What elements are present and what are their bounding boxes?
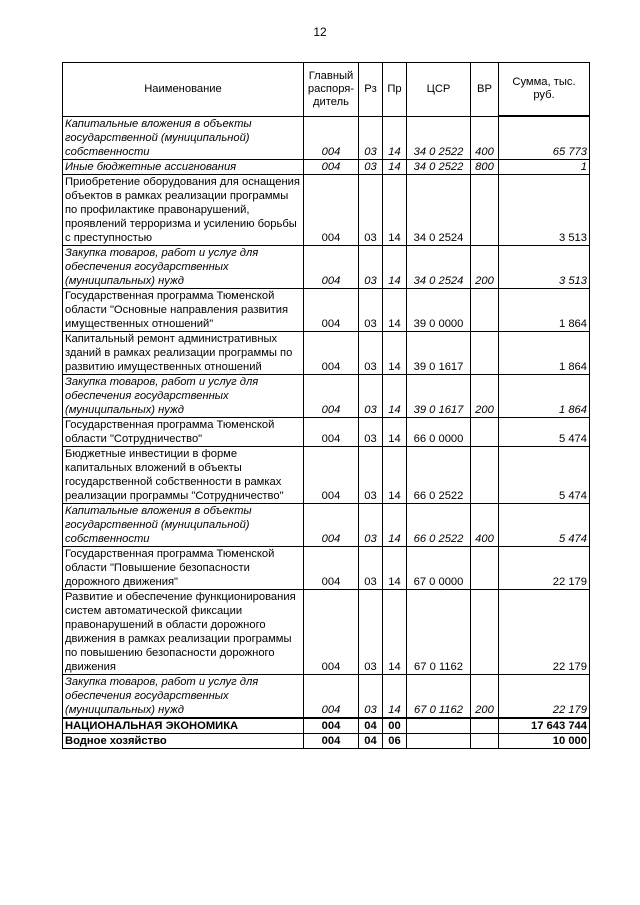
cell-sum: 1 864 [499, 288, 590, 331]
cell-csr: 39 0 0000 [407, 288, 471, 331]
cell-admin: 004 [304, 331, 359, 374]
header-admin: Главный распоря-дитель [304, 63, 359, 117]
cell-sum: 1 864 [499, 331, 590, 374]
cell-sum: 22 179 [499, 589, 590, 674]
cell-admin: 004 [304, 733, 359, 748]
cell-name: Приобретение оборудования для оснащения объектов в рамках реализации программы по профилактике правонарушений, проявлений терроризма и усилению борьбы с преступностью [63, 174, 304, 245]
cell-rz: 03 [359, 174, 383, 245]
table-row [63, 374, 590, 417]
cell-sum: 22 179 [499, 546, 590, 589]
cell-admin: 004 [304, 174, 359, 245]
cell-rz: 04 [359, 718, 383, 734]
table-row [63, 174, 590, 245]
cell-rz: 04 [359, 733, 383, 748]
cell-name: Закупка товаров, работ и услуг для обеспечения государственных (муниципальных) нужд [63, 245, 304, 288]
cell-admin: 004 [304, 159, 359, 174]
table-row [63, 733, 590, 748]
header-rz: Рз [359, 63, 383, 117]
cell-rz: 03 [359, 446, 383, 503]
cell-name: Бюджетные инвестиции в форме капитальных вложений в объекты государственной собственности в рамках реализации программы "Сотрудничество" [63, 446, 304, 503]
cell-rz: 03 [359, 546, 383, 589]
cell-sum: 22 179 [499, 674, 590, 718]
cell-csr: 34 0 2522 [407, 159, 471, 174]
cell-rz: 03 [359, 374, 383, 417]
cell-csr: 39 0 1617 [407, 374, 471, 417]
cell-name: Водное хозяйство [63, 733, 304, 748]
table-row [63, 446, 590, 503]
cell-pr: 14 [383, 417, 407, 446]
table-row [63, 288, 590, 331]
cell-name: Иные бюджетные ассигнования [63, 159, 304, 174]
table-row [63, 546, 590, 589]
cell-pr: 14 [383, 331, 407, 374]
cell-vr [471, 446, 499, 503]
cell-pr: 14 [383, 589, 407, 674]
cell-pr: 00 [383, 718, 407, 734]
header-sum: Сумма, тыс. руб. [499, 63, 590, 117]
cell-csr: 66 0 2522 [407, 446, 471, 503]
cell-name: Капитальный ремонт административных зданий в рамках реализации программы по развитию имущественных отношений [63, 331, 304, 374]
table-row [63, 159, 590, 174]
cell-sum: 5 474 [499, 417, 590, 446]
cell-vr: 200 [471, 374, 499, 417]
cell-vr: 400 [471, 503, 499, 546]
cell-name: Капитальные вложения в объекты государственной (муниципальной) собственности [63, 116, 304, 159]
cell-pr: 14 [383, 674, 407, 718]
cell-rz: 03 [359, 116, 383, 159]
cell-csr: 66 0 2522 [407, 503, 471, 546]
table-row [63, 674, 590, 718]
cell-vr [471, 718, 499, 734]
table-row [63, 331, 590, 374]
header-name: Наименование [63, 63, 304, 117]
cell-vr [471, 589, 499, 674]
cell-sum: 1 [499, 159, 590, 174]
cell-admin: 004 [304, 546, 359, 589]
cell-csr: 67 0 1162 [407, 589, 471, 674]
cell-rz: 03 [359, 245, 383, 288]
cell-admin: 004 [304, 446, 359, 503]
cell-rz: 03 [359, 503, 383, 546]
cell-csr: 66 0 0000 [407, 417, 471, 446]
cell-sum: 3 513 [499, 174, 590, 245]
cell-pr: 14 [383, 374, 407, 417]
table-row [63, 503, 590, 546]
cell-vr [471, 331, 499, 374]
cell-sum: 5 474 [499, 503, 590, 546]
cell-admin: 004 [304, 417, 359, 446]
cell-pr: 14 [383, 159, 407, 174]
cell-pr: 14 [383, 503, 407, 546]
cell-name: НАЦИОНАЛЬНАЯ ЭКОНОМИКА [63, 718, 304, 734]
cell-rz: 03 [359, 288, 383, 331]
cell-vr [471, 174, 499, 245]
cell-pr: 14 [383, 174, 407, 245]
cell-pr: 14 [383, 546, 407, 589]
cell-sum: 65 773 [499, 116, 590, 159]
cell-csr [407, 718, 471, 734]
header-csr: ЦСР [407, 63, 471, 117]
cell-name: Закупка товаров, работ и услуг для обеспечения государственных (муниципальных) нужд [63, 374, 304, 417]
cell-vr [471, 417, 499, 446]
cell-csr: 67 0 0000 [407, 546, 471, 589]
cell-rz: 03 [359, 159, 383, 174]
cell-name: Развитие и обеспечение функционирования систем автоматической фиксации правонарушений в области дорожного движения в рамках реализации программы по повышению безопасности дорожного движения [63, 589, 304, 674]
table-row [63, 589, 590, 674]
table-row [63, 718, 590, 734]
table-body [63, 116, 590, 748]
table-row [63, 417, 590, 446]
cell-vr: 800 [471, 159, 499, 174]
cell-admin: 004 [304, 288, 359, 331]
cell-rz: 03 [359, 331, 383, 374]
cell-name: Государственная программа Тюменской области "Основные направления развития имущественных отношений" [63, 288, 304, 331]
cell-vr [471, 288, 499, 331]
cell-sum: 3 513 [499, 245, 590, 288]
cell-admin: 004 [304, 674, 359, 718]
cell-csr: 34 0 2524 [407, 174, 471, 245]
cell-admin: 004 [304, 589, 359, 674]
table-row [63, 116, 590, 159]
cell-rz: 03 [359, 417, 383, 446]
cell-sum: 5 474 [499, 446, 590, 503]
table-header-row [63, 63, 590, 117]
cell-csr: 34 0 2522 [407, 116, 471, 159]
cell-sum: 17 643 744 [499, 718, 590, 734]
cell-admin: 004 [304, 374, 359, 417]
cell-csr: 34 0 2524 [407, 245, 471, 288]
cell-csr [407, 733, 471, 748]
cell-csr: 39 0 1617 [407, 331, 471, 374]
cell-admin: 004 [304, 245, 359, 288]
cell-rz: 03 [359, 589, 383, 674]
cell-admin: 004 [304, 718, 359, 734]
cell-pr: 06 [383, 733, 407, 748]
cell-sum: 10 000 [499, 733, 590, 748]
budget-table [62, 62, 590, 749]
cell-vr [471, 546, 499, 589]
header-pr: Пр [383, 63, 407, 117]
cell-pr: 14 [383, 446, 407, 503]
cell-name: Капитальные вложения в объекты государственной (муниципальной) собственности [63, 503, 304, 546]
cell-rz: 03 [359, 674, 383, 718]
cell-vr: 400 [471, 116, 499, 159]
cell-pr: 14 [383, 288, 407, 331]
cell-name: Государственная программа Тюменской области "Сотрудничество" [63, 417, 304, 446]
cell-admin: 004 [304, 116, 359, 159]
cell-vr [471, 733, 499, 748]
cell-name: Закупка товаров, работ и услуг для обеспечения государственных (муниципальных) нужд [63, 674, 304, 718]
cell-pr: 14 [383, 116, 407, 159]
cell-name: Государственная программа Тюменской области "Повышение безопасности дорожного движения" [63, 546, 304, 589]
page-number: 12 [313, 25, 327, 39]
cell-pr: 14 [383, 245, 407, 288]
cell-admin: 004 [304, 503, 359, 546]
table-row [63, 245, 590, 288]
cell-sum: 1 864 [499, 374, 590, 417]
cell-csr: 67 0 1162 [407, 674, 471, 718]
header-vr: ВР [471, 63, 499, 117]
cell-vr: 200 [471, 674, 499, 718]
cell-vr: 200 [471, 245, 499, 288]
